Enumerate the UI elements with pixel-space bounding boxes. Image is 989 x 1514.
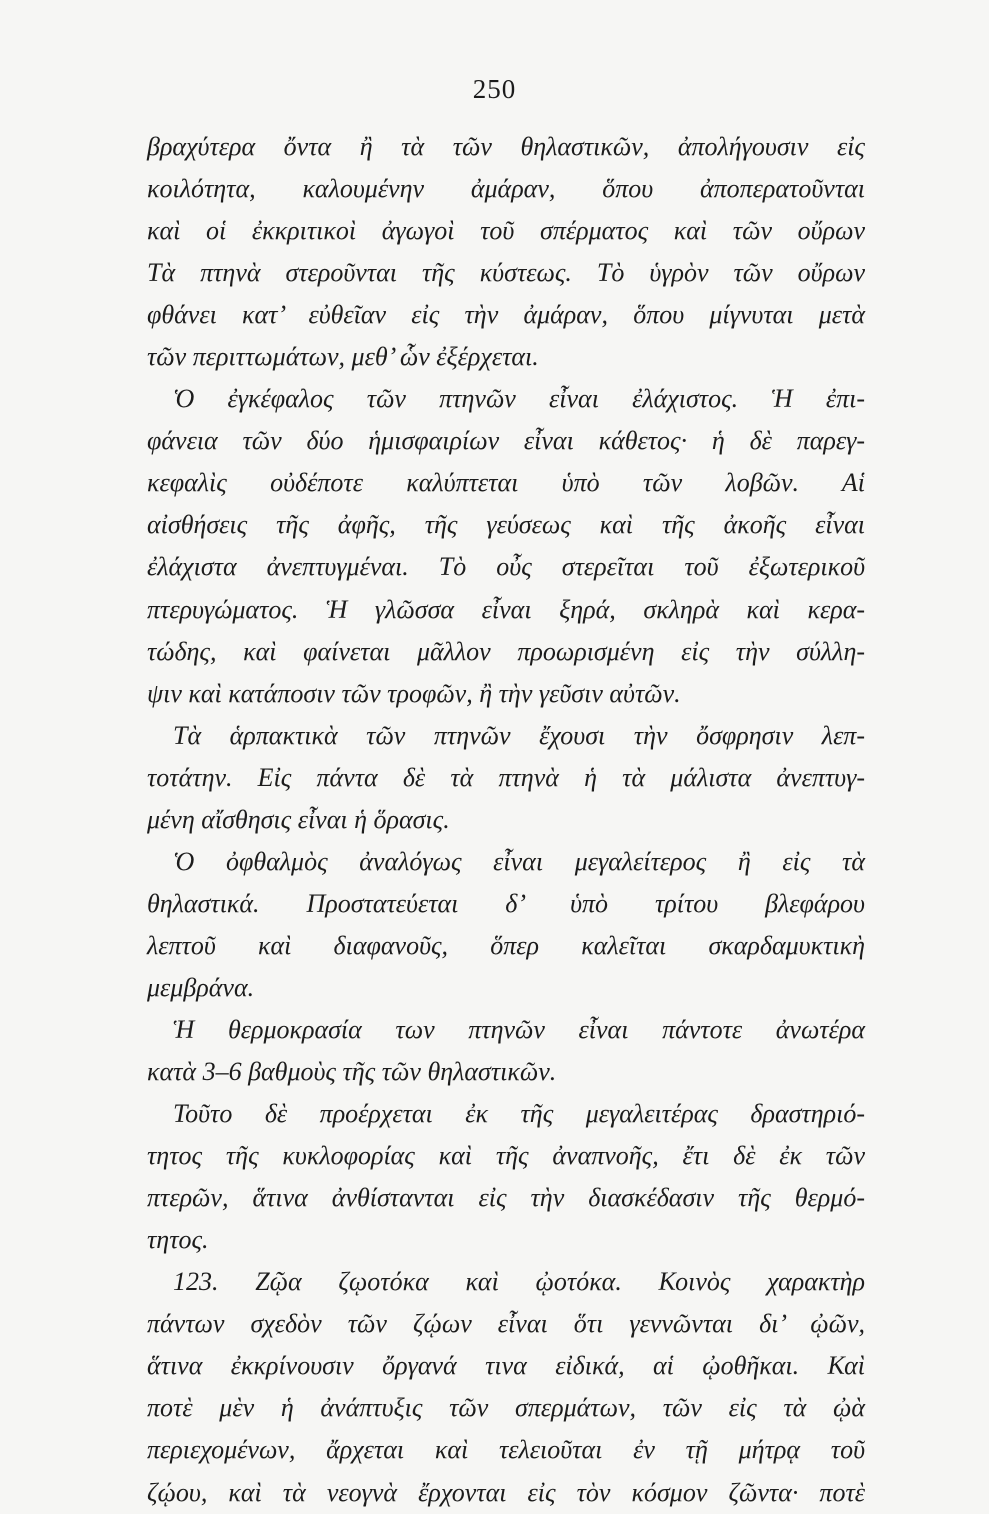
text-line: τώδης, καὶ φαίνεται μᾶλλον προωρισμένη εἰς τὴν σύλλη- bbox=[147, 636, 865, 666]
text-line: πτερυγώματος. Ἡ γλῶσσα εἶναι ξηρά, σκληρὰ καὶ κερα- bbox=[147, 594, 865, 624]
body-text bbox=[147, 126, 865, 1514]
text-line: πάντων σχεδὸν τῶν ζῴων εἶναι ὅτι γεννῶνται δι’ ᾠῶν, bbox=[147, 1309, 865, 1339]
text-line: ἐλάχιστα ἀνεπτυγμέναι. Τὸ οὖς στερεῖται τοῦ ἐξωτερικοῦ bbox=[147, 552, 865, 582]
text-line: κοιλότητα, καλουμένην ἀμάραν, ὅπου ἀποπερατοῦνται bbox=[147, 174, 865, 204]
text-line: βραχύτερα ὄντα ἢ τὰ τῶν θηλαστικῶν, ἀπολήγουσιν εἰς bbox=[147, 132, 865, 161]
text-line: Τὰ πτηνὰ στεροῦνται τῆς κύστεως. Τὸ ὑγρὸν τῶν οὔρων bbox=[147, 258, 865, 288]
text-line: ζῴου, καὶ τὰ νεογνὰ ἔρχονται εἰς τὸν κόσμον ζῶντα· ποτὲ bbox=[147, 1477, 865, 1507]
text-line: τῶν περιττωμάτων, μεθ’ ὧν ἐξέρχεται. bbox=[147, 342, 539, 372]
text-line: 123. Ζῷα ζῳοτόκα καὶ ᾠοτόκα. Κοινὸς χαρακτὴρ bbox=[173, 1267, 865, 1297]
text-line: φθάνει κατ’ εὐθεῖαν εἰς τὴν ἀμάραν, ὅπου μίγνυται μετὰ bbox=[147, 300, 865, 330]
text-line: φάνεια τῶν δύο ἡμισφαιρίων εἶναι κάθετος· ἡ δὲ παρεγ- bbox=[147, 426, 865, 456]
text-line: τητος. bbox=[147, 1225, 209, 1255]
text-line: θηλαστικά. Προστατεύεται δ’ ὑπὸ τρίτου βλεφάρου bbox=[147, 888, 865, 918]
text-line: Ὁ ὀφθαλμὸς ἀναλόγως εἶναι μεγαλείτερος ἢ εἰς τὰ bbox=[173, 846, 865, 876]
text-line: μένη αἴσθησις εἶναι ἡ ὅρασις. bbox=[147, 804, 450, 834]
text-line: ἅτινα ἐκκρίνουσιν ὄργανά τινα εἰδικά, αἱ ᾠοθῆκαι. Καὶ bbox=[147, 1351, 865, 1381]
text-line: αἰσθήσεις τῆς ἀφῆς, τῆς γεύσεως καὶ τῆς ἀκοῆς εἶναι bbox=[147, 510, 865, 540]
text-line: Τὰ ἁρπακτικὰ τῶν πτηνῶν ἔχουσι τὴν ὄσφρησιν λεπ- bbox=[173, 720, 865, 750]
text-line: τοτάτην. Εἰς πάντα δὲ τὰ πτηνὰ ἡ τὰ μάλιστα ἀνεπτυγ- bbox=[147, 762, 865, 792]
text-line: κεφαλὶς οὐδέποτε καλύπτεται ὑπὸ τῶν λοβῶν. Αἱ bbox=[147, 468, 865, 498]
text-line: περιεχομένων, ἄρχεται καὶ τελειοῦται ἐν τῇ μήτρᾳ τοῦ bbox=[147, 1435, 865, 1465]
text-line: Ἡ θερμοκρασία των πτηνῶν εἶναι πάντοτε ἀνωτέρα bbox=[173, 1014, 865, 1044]
text-line: ποτὲ μὲν ἡ ἀνάπτυξις τῶν σπερμάτων, τῶν εἰς τὰ ᾠὰ bbox=[147, 1393, 865, 1423]
text-line: ψιν καὶ κατάποσιν τῶν τροφῶν, ἢ τὴν γεῦσιν αὐτῶν. bbox=[147, 678, 681, 708]
text-line: λεπτοῦ καὶ διαφανοῦς, ὅπερ καλεῖται σκαρδαμυκτικὴ bbox=[147, 930, 865, 960]
text-line: πτερῶν, ἅτινα ἀνθίστανται εἰς τὴν διασκέδασιν τῆς θερμό- bbox=[147, 1183, 865, 1213]
text-line: τητος τῆς κυκλοφορίας καὶ τῆς ἀναπνοῆς, ἔτι δὲ ἐκ τῶν bbox=[147, 1141, 865, 1171]
text-line: μεμβράνα. bbox=[147, 972, 255, 1002]
text-line: καὶ οἱ ἐκκριτικοὶ ἀγωγοὶ τοῦ σπέρματος καὶ τῶν οὔρων bbox=[147, 216, 865, 246]
text-line: Τοῦτο δὲ προέρχεται ἐκ τῆς μεγαλειτέρας δραστηριό- bbox=[173, 1099, 865, 1129]
text-line: Ὁ ἐγκέφαλος τῶν πτηνῶν εἶναι ἐλάχιστος. Ἡ ἐπι- bbox=[173, 384, 865, 414]
text-line: κατὰ 3–6 βαθμοὺς τῆς τῶν θηλαστικῶν. bbox=[147, 1057, 557, 1087]
page-number: 250 bbox=[472, 74, 517, 104]
